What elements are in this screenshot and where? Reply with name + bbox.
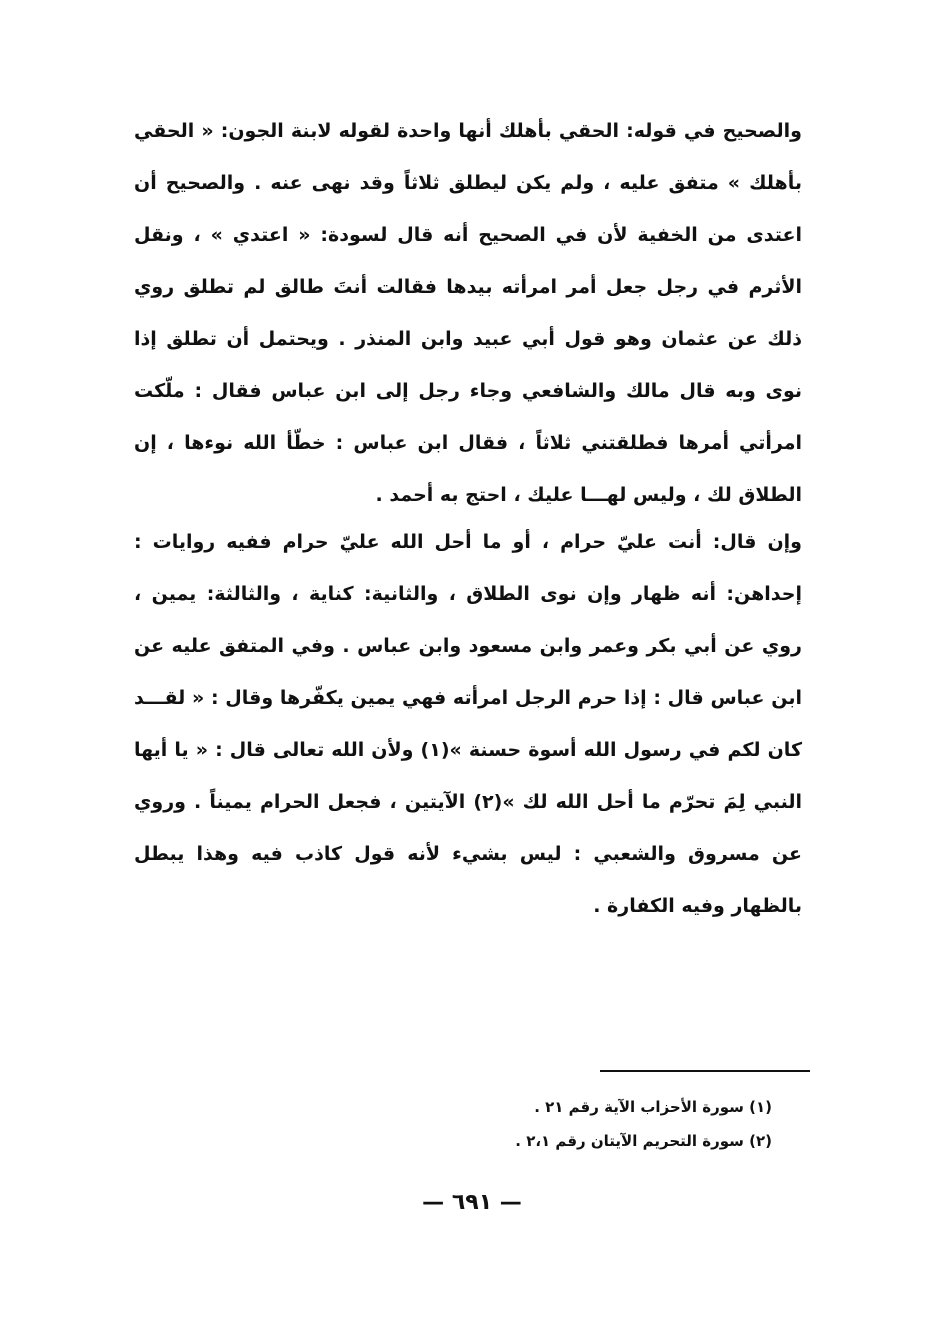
footnote-separator: [600, 1070, 810, 1072]
footnote-2: (٢) سورة التحريم الآيتان رقم ٢،١ .: [515, 1132, 772, 1150]
footnote-1: (١) سورة الأحزاب الآية رقم ٢١ .: [534, 1098, 772, 1116]
paragraph-first: والصحيح في قوله: الحقي بأهلك أنها واحدة لقوله لابنة الجون: « الحقي بأهلك » متفق عليه ، ولم يكن ليطلق ثلاثاً وقد نهى عنه . والصحيح أن اعتدى من الخفية لأن في الصحيح أنه قال لسودة: « اعتدي » ، ونقل الأثرم في رجل جعل أمر امرأته بيدها فقالت أنتَ طالق لم تطلق روي ذلك عن عثمان وهو قول أبي عبيد وابن المنذر . ويحتمل أن تطلق إذا نوى وبه قال مالك والشافعي وجاء رجل إلى ابن عباس فقال : ملّكت امرأتي أمرها فطلقتني ثلاثاً ، فقال ابن عباس : خطّأ الله نوءها ، إن الطلاق لك ، وليس لهـــا عليك ، احتج به أحمد .: [134, 120, 802, 506]
paragraph-second: وإن قال: أنت عليّ حرام ، أو ما أحل الله عليّ حرام ففيه روايات : إحداهن: أنه ظهار وإن نوى الطلاق ، والثانية: كناية ، والثالثة: يمين ، روي عن أبي بكر وعمر وابن مسعود وابن عباس . وفي المتفق عليه عن ابن عباس قال : إذا حرم الرجل امرأته فهي يمين يكفّرها وقال : « لقـــد كان لكم في رسول الله أسوة حسنة »(١) ولأن الله تعالى قال : « يا أيها النبي لِمَ تحرّم ما أحل الله لك »(٢) الآيتين ، فجعل الحرام يميناً . وروي عن مسروق والشعبي : ليس بشيء لأنه قول كاذب فيه وهذا يبطل بالظهار وفيه الكفارة .: [134, 531, 802, 917]
footnotes: [352, 1090, 772, 1158]
page-number: — ٦٩١ —: [422, 1190, 522, 1215]
